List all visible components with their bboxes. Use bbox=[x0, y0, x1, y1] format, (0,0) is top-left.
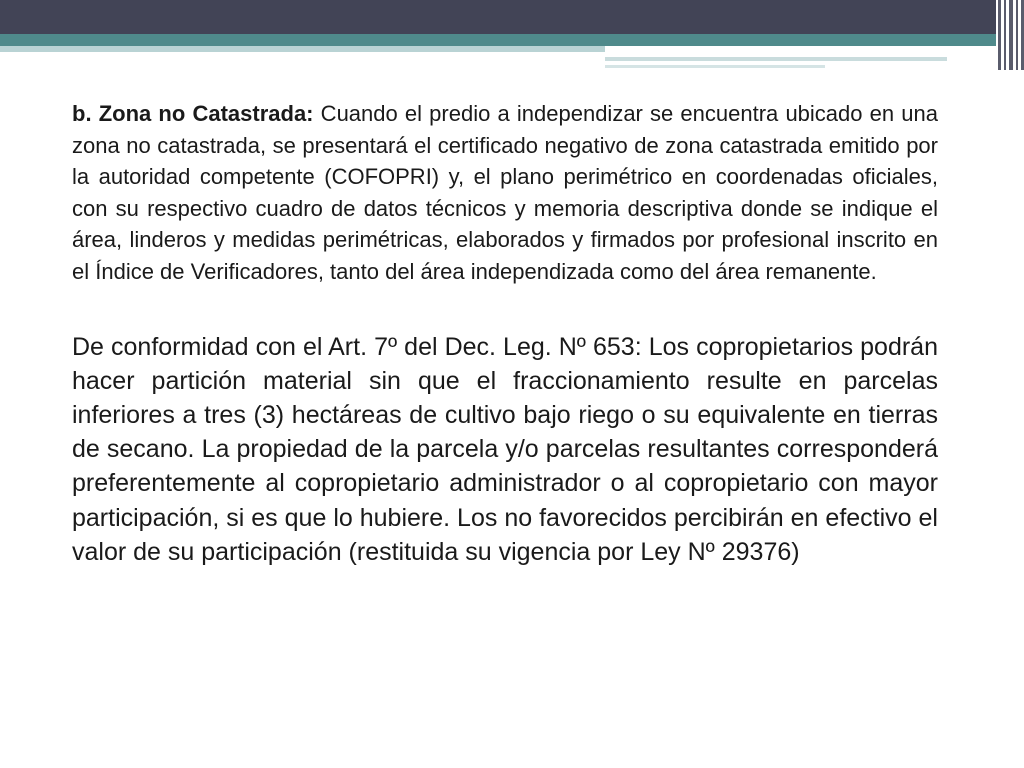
header-stripe-accent-small bbox=[605, 65, 825, 68]
paragraph-zona-no-catastrada bbox=[72, 98, 938, 288]
paragraph-conformidad: De conformidad con el Art. 7º del Dec. Leg. Nº 653: Los copropietarios podrán hacer partición material sin que el fraccionamiento resulte en parcelas inferiores a tres (3) hectáreas de cultivo bajo riego o su equivalente en tierras de secano. La propiedad de la parcela y/o parcelas resultantes corresponderá preferentemente al copropietario administrador o al copropietario con mayor participación, si es que lo hubiere. Los no favorecidos percibirán en efectivo el valor de su participación (restituida su vigencia por Ley Nº 29376) bbox=[72, 332, 938, 566]
paragraph-body: Cuando el predio a independizar se encuentra ubicado en una zona no catastrada, se presentará el certificado negativo de zona catastrada emitido por la autoridad competente (COFOPRI) y, el plano perimétrico en coordenadas oficiales, con su respectivo cuadro de datos técnicos y memoria descriptiva donde se indique el área, linderos y medidas perimétricas, elaborados y firmados por profesional inscrito en el Índice de Verificadores, tanto del área independizada como del área remanente. bbox=[72, 101, 939, 284]
paragraph-heading: b. Zona no Catastrada: bbox=[72, 101, 314, 126]
slide-content bbox=[72, 98, 938, 569]
decorative-vertical-bars bbox=[996, 0, 1024, 70]
header-stripe-accent bbox=[605, 57, 947, 61]
header-stripe-light bbox=[0, 46, 605, 52]
header-band bbox=[0, 0, 1024, 34]
header-stripe bbox=[0, 34, 1000, 46]
